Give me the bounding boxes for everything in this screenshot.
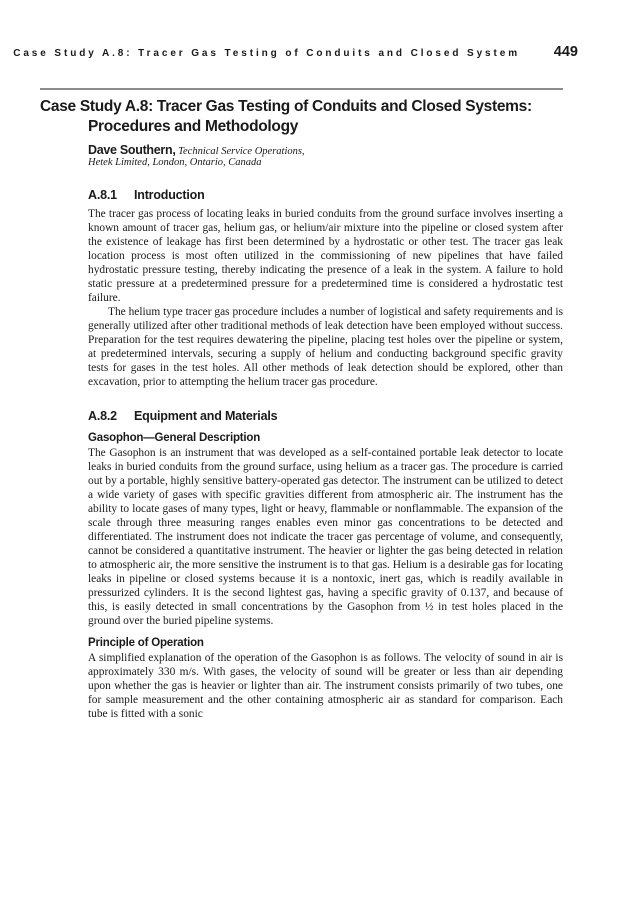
section-heading-equipment [88, 409, 563, 423]
author-affiliation-2: Hetek Limited, London, Ontario, Canada [88, 157, 262, 168]
subheading-gasophon: Gasophon—General Description [88, 432, 261, 444]
header-rule [40, 88, 563, 90]
section-number: A.8.2 [88, 409, 117, 423]
author-name: Dave Southern, [88, 143, 176, 157]
section-title: Equipment and Materials [134, 409, 278, 423]
section-number: A.8.1 [88, 188, 117, 202]
paragraph: A simplified explanation of the operation of the Gasophon is as follows. The velocity of sound in air is approximately 330 m/s. With gases, the velocity of sound will be greater or less than air depending upon whether the gas is heavier or lighter than air. The instrument consists primarily of two tubes, one for sample measurement and the other containing atmospheric air as standard for comparison. Each tube is fitted with a sonic [88, 652, 563, 720]
title-line-2: Procedures and Methodology [88, 118, 299, 135]
running-head: Case Study A.8: Tracer Gas Testing of Conduits and Closed System [13, 48, 520, 59]
paragraph: The helium type tracer gas procedure includes a number of logistical and safety requirements and is generally utilized after other traditional methods of leak detection have been employed without success. Preparation for the test requires dewatering the pipeline, placing test holes over the pipeline or system, at predetermined intervals, securing a supply of helium and conducting background specific gravity tests for gases in the test holes. All other methods of leak detection should be explored, other than excavation, prior to attempting the helium tracer gas procedure. [88, 306, 563, 388]
page-header [13, 44, 578, 66]
body-column [88, 188, 563, 721]
case-study-title [40, 97, 563, 137]
title-line-1: Case Study A.8: Tracer Gas Testing of Conduits and Closed Systems: [40, 98, 532, 115]
section-title: Introduction [134, 188, 205, 202]
author-affiliation-1: Technical Service Operations, [178, 146, 305, 157]
author-block [88, 145, 563, 168]
page-content [40, 97, 563, 721]
section-heading-introduction [88, 188, 563, 202]
subheading-principle-of-operation: Principle of Operation [88, 637, 204, 649]
paragraph: The tracer gas process of locating leaks in buried conduits from the ground surface involves inserting a known amount of tracer gas, helium gas, or helium/air mixture into the pipeline or closed system after the existence of leakage has first been determined by a hydrostatic or other test. The tracer gas leak location process is most often utilized in the commissioning of new pipelines that have failed hydrostatic pressure testing, thereby indicating the presence of a leak in the system. A failure to hold static pressure at a predetermined pressure for a predetermined time is considered a hydrostatic test failure. [88, 208, 563, 304]
page-number: 449 [553, 44, 578, 60]
paragraph: The Gasophon is an instrument that was developed as a self-contained portable leak detector to locate leaks in buried conduits from the ground surface, using helium as a tracer gas. The procedure is carried out by a portable, highly sensitive battery-operated gas detector. The instrument can be utilized to detect a wide variety of gases with specific gravities different from atmospheric air. The instrument has the ability to locate gases of many types, light or heavy, flammable or nonflammable. The expansion of the scale through three measuring ranges enables even minor gas concentrations to be detected and differentiated. The instrument does not indicate the tracer gas percentage of volume, and consequently, cannot be considered a quantitative instrument. The heavier or lighter the gas being detected in relation to atmospheric air, the more sensitive the instrument is to that gas. Helium is a desirable gas for locating leaks in pipeline or closed systems because it is a nontoxic, inert gas, which is readily available in pressurized cylinders. It is the second lightest gas, having a specific gravity of 0.137, and because of this, is easily detected in small concentrations by the Gasophon from ½ in test holes placed in the ground over the buried pipeline systems. [88, 447, 563, 627]
